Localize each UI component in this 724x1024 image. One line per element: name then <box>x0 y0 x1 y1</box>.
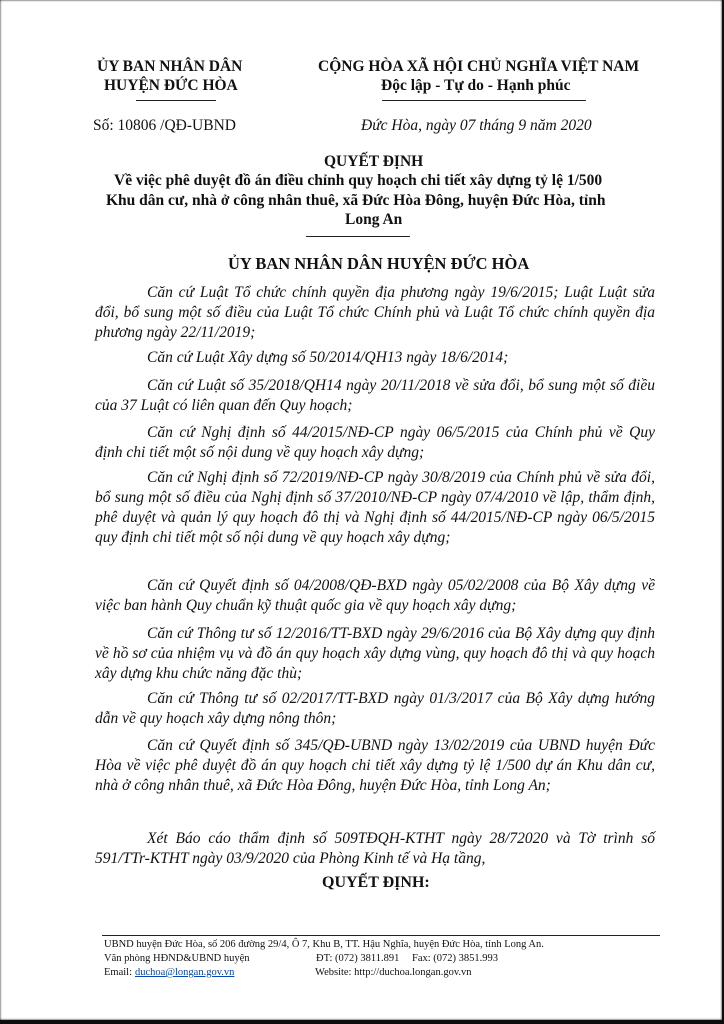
basis-paragraph: Căn cứ Thông tư số 12/2016/TT-BXD ngày 29/6/2016 của Bộ Xây dựng quy định về hồ sơ của nhiệm vụ và đồ án quy hoạch xây dựng vùng, quy hoạch đô thị và quy hoạch xây dựng khu chức năng đặc thù; <box>95 625 655 682</box>
issuing-authority: ỦY BAN NHÂN DÂN HUYỆN ĐỨC HÒA <box>228 254 530 273</box>
footer-office: Văn phòng HĐND&UBND huyện <box>104 953 250 964</box>
footer-fax: Fax: (072) 3851.993 <box>412 953 499 964</box>
org-name-line2: HUYỆN ĐỨC HÒA <box>104 77 238 94</box>
subject-line1: Về việc phê duyệt đồ án điều chỉnh quy hoạch chi tiết xây dựng tỷ lệ 1/500 <box>114 172 603 189</box>
footer-email-link[interactable]: duchoa@longan.gov.vn <box>135 967 235 978</box>
basis-paragraph: Căn cứ Nghị định số 72/2019/NĐ-CP ngày 30/8/2019 của Chính phủ về sửa đổi, bổ sung một số điều của Nghị định số 37/2010/NĐ-CP ngày 07/4/2010 về lập, thẩm định, phê duyệt và quản lý quy hoạch đô thị và Nghị định số 44/2015/NĐ-CP ngày 06/5/2015 quy định chi tiết một số nội dung về quy hoạch xây dựng; <box>95 469 655 546</box>
footer-email-label: Email: <box>104 967 132 978</box>
basis-paragraph: Căn cứ Luật Tổ chức chính quyền địa phương ngày 19/6/2015; Luật Luật sửa đổi, bổ sung một số điều của Luật Tổ chức Chính phủ và Luật Tổ chức chính quyền địa phương ngày 22/11/2019; <box>95 284 655 341</box>
basis-paragraph: Căn cứ Luật Xây dựng số 50/2014/QH13 ngày 18/6/2014; <box>147 349 509 366</box>
basis-paragraph: Căn cứ Luật số 35/2018/QH14 ngày 20/11/2018 về sửa đổi, bổ sung một số điều của 37 Luật có liên quan đến Quy hoạch; <box>95 377 655 414</box>
title-underline <box>306 236 410 237</box>
nation-line2: Độc lập - Tự do - Hạnh phúc <box>381 77 571 94</box>
decision-heading: QUYẾT ĐỊNH: <box>322 874 430 891</box>
doc-number: Số: 10806 /QĐ-UBND <box>93 117 236 134</box>
footer-divider <box>102 935 660 936</box>
footer-website[interactable]: Website: http://duchoa.longan.gov.vn <box>315 967 472 978</box>
nation-underline <box>382 100 586 101</box>
place-date: Đức Hòa, ngày 07 tháng 9 năm 2020 <box>361 117 592 134</box>
footer-address: UBND huyện Đức Hòa, số 206 đường 29/4, Ô 7, Khu B, TT. Hậu Nghĩa, huyện Đức Hòa, tỉnh Long An. <box>104 939 544 950</box>
subject-line2: Khu dân cư, nhà ở công nhân thuê, xã Đức Hòa Đông, huyện Đức Hòa, tỉnh <box>106 192 606 209</box>
basis-paragraph: Căn cứ Quyết định số 04/2008/QĐ-BXD ngày 05/02/2008 của Bộ Xây dựng về việc ban hành Quy chuẩn kỹ thuật quốc gia về quy hoạch xây dựng; <box>95 577 655 614</box>
subject-line3: Long An <box>345 211 403 228</box>
basis-paragraph: Căn cứ Nghị định số 44/2015/NĐ-CP ngày 06/5/2015 của Chính phủ về Quy định chi tiết một số nội dung về quy hoạch xây dựng; <box>95 424 655 461</box>
basis-paragraph: Xét Báo cáo thẩm định số 509TĐQH-KTHT ngày 28/72020 và Tờ trình số 591/TTr-KTHT ngày 03/9/2020 của Phòng Kinh tế và Hạ tầng, <box>95 830 655 867</box>
basis-paragraph: Căn cứ Thông tư số 02/2017/TT-BXD ngày 01/3/2017 của Bộ Xây dựng hướng dẫn về quy hoạch xây dựng nông thôn; <box>95 690 655 727</box>
decision-title: QUYẾT ĐỊNH <box>324 153 424 170</box>
org-underline <box>136 100 216 101</box>
org-name-line1: ỦY BAN NHÂN DÂN <box>97 58 243 75</box>
footer-phone: ĐT: (072) 3811.891 <box>316 953 400 964</box>
nation-line1: CỘNG HÒA XÃ HỘI CHỦ NGHĨA VIỆT NAM <box>318 58 640 75</box>
basis-paragraph: Căn cứ Quyết định số 345/QĐ-UBND ngày 13/02/2019 của UBND huyện Đức Hòa về việc phê duyệt đồ án quy hoạch chi tiết xây dựng tỷ lệ 1/500 dự án Khu dân cư, nhà ở công nhân thuê, xã Đức Hòa Đông, huyện Đức Hòa, tỉnh Long An; <box>95 737 655 794</box>
